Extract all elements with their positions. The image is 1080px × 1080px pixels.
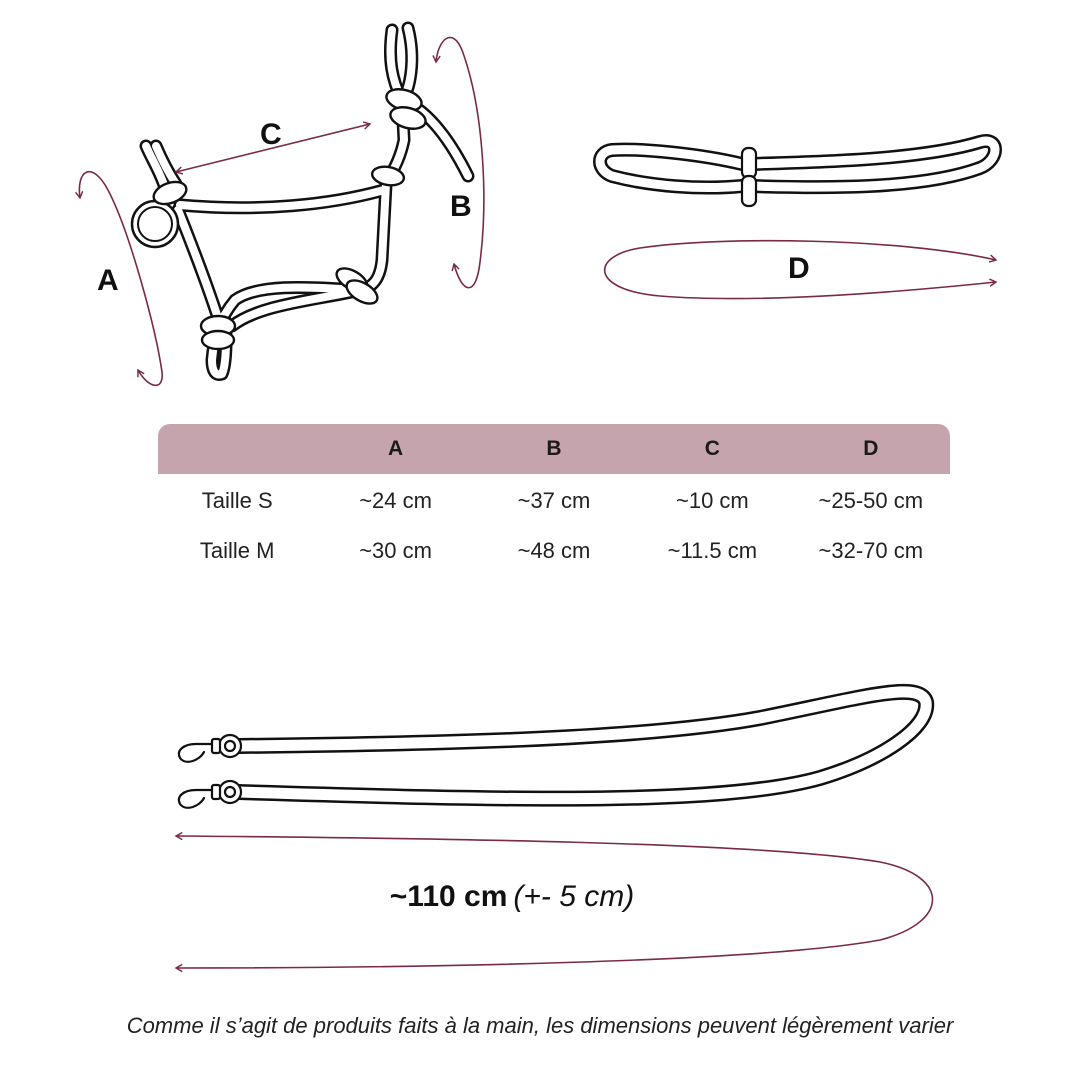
- table-cell: ~32-70 cm: [818, 538, 924, 563]
- table-cell: ~48 cm: [517, 538, 591, 563]
- table-cell: Taille S: [201, 488, 273, 513]
- table-cell: ~11.5 cm: [667, 538, 758, 563]
- lead-length-label: [0, 880, 1024, 914]
- table-header-cell: A: [316, 424, 474, 474]
- label-d: D: [788, 252, 810, 285]
- table-header-cell: C: [633, 424, 791, 474]
- table-cell: ~37 cm: [517, 488, 591, 513]
- table-cell: ~25-50 cm: [818, 488, 924, 513]
- table-header-cell: B: [475, 424, 633, 474]
- label-c: C: [260, 118, 282, 151]
- table-header-cell: D: [792, 424, 950, 474]
- halter-drawing: [132, 28, 468, 374]
- table-cell: ~30 cm: [359, 538, 432, 563]
- table-row: [158, 526, 950, 576]
- table-header-row: [158, 424, 950, 474]
- lead-length-value: ~110 cm: [389, 880, 508, 913]
- lead-length-tolerance: (+- 5 cm): [513, 880, 635, 913]
- table-cell: ~10 cm: [675, 488, 749, 513]
- lead-rope-drawing: [179, 692, 926, 808]
- table-header-cell: [158, 424, 316, 474]
- table-cell: Taille M: [199, 538, 275, 563]
- handmade-note: Comme il s’agit de produits faits à la main, les dimensions peuvent légèrement varier: [126, 1013, 954, 1038]
- noseband-drawing: [600, 141, 995, 206]
- label-a: A: [97, 264, 119, 297]
- table-cell: ~24 cm: [359, 488, 432, 513]
- table-row: [158, 474, 950, 526]
- label-b: B: [450, 190, 472, 223]
- size-table: [158, 424, 950, 576]
